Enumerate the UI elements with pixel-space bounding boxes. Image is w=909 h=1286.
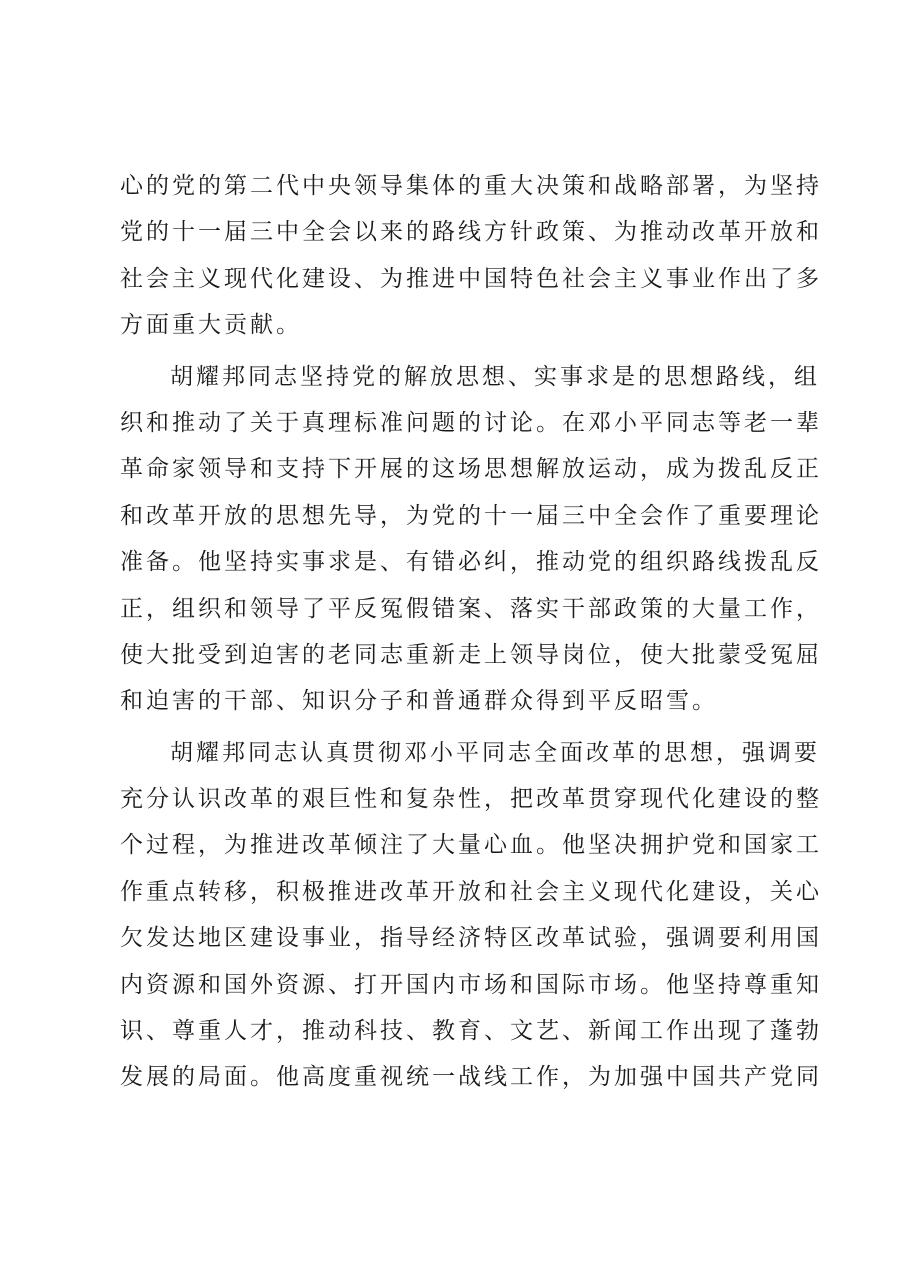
text-line: 内资源和国外资源、打开国内市场和国际市场。他坚持尊重知 — [120, 971, 822, 998]
text-line: 革命家领导和支持下开展的这场思想解放运动，成为拨乱反正 — [120, 456, 822, 483]
text-line: 欠发达地区建设事业，指导经济特区改革试验，强调要利用国 — [120, 925, 822, 952]
paragraph-2 — [120, 354, 822, 725]
text-line: 社会主义现代化建设、为推进中国特色社会主义事业作出了多 — [120, 265, 822, 292]
text-line: 充分认识改革的艰巨性和复杂性，把改革贯穿现代化建设的整 — [120, 786, 822, 813]
text-line: 胡耀邦同志认真贯彻邓小平同志全面改革的思想，强调要 — [170, 739, 820, 766]
text-line: 方面重大贡献。 — [120, 312, 302, 339]
text-line: 使大批受到迫害的老同志重新走上领导岗位，使大批蒙受冤屈 — [120, 641, 822, 668]
text-line: 织和推动了关于真理标准问题的讨论。在邓小平同志等老一辈 — [120, 409, 822, 436]
paragraph-3 — [120, 730, 822, 1101]
text-line: 发展的局面。他高度重视统一战线工作，为加强中国共产党同 — [120, 1064, 822, 1091]
document-body — [120, 163, 822, 1101]
text-line: 胡耀邦同志坚持党的解放思想、实事求是的思想路线，组 — [170, 363, 820, 390]
text-line: 和改革开放的思想先导，为党的十一届三中全会作了重要理论 — [120, 502, 822, 529]
text-line: 作重点转移，积极推进改革开放和社会主义现代化建设，关心 — [120, 878, 822, 905]
text-line: 准备。他坚持实事求是、有错必纠，推动党的组织路线拨乱反 — [120, 549, 822, 576]
paragraph-1 — [120, 163, 822, 349]
text-line: 正，组织和领导了平反冤假错案、落实干部政策的大量工作， — [120, 595, 822, 622]
text-line: 个过程，为推进改革倾注了大量心血。他坚决拥护党和国家工 — [120, 832, 822, 859]
text-line: 和迫害的干部、知识分子和普通群众得到平反昭雪。 — [120, 688, 718, 715]
text-line: 党的十一届三中全会以来的路线方针政策、为推动改革开放和 — [120, 219, 822, 246]
text-line: 心的党的第二代中央领导集体的重大决策和战略部署，为坚持 — [120, 173, 822, 199]
text-line: 识、尊重人才，推动科技、教育、文艺、新闻工作出现了蓬勃 — [120, 1018, 822, 1045]
